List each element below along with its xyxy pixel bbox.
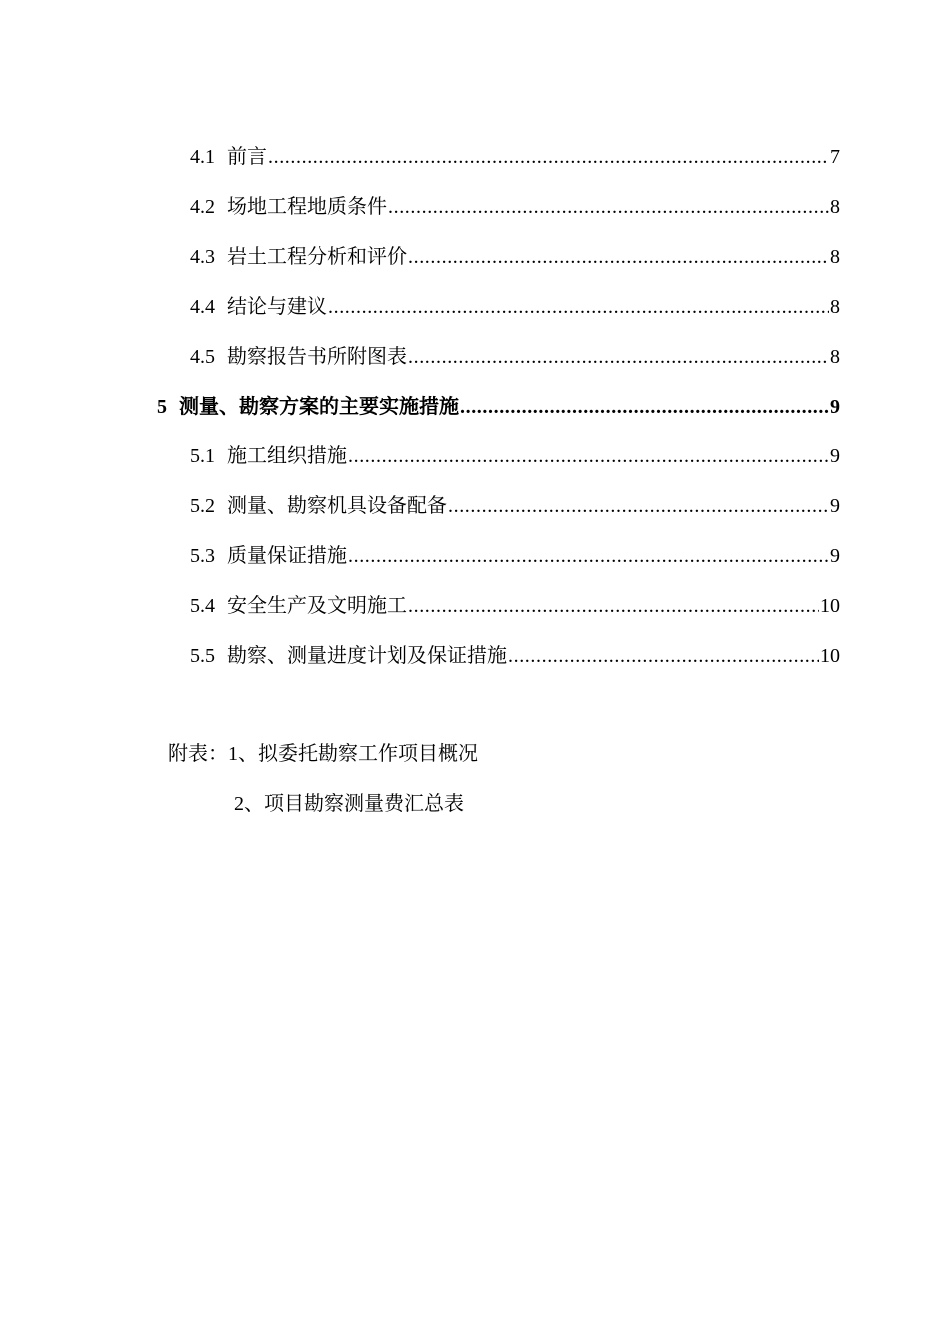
toc-number: 4.4 bbox=[190, 296, 215, 318]
toc-page-number: 9 bbox=[830, 495, 840, 517]
dot-leader bbox=[348, 441, 829, 471]
appendix-line-2 bbox=[234, 789, 464, 819]
dot-leader bbox=[448, 491, 829, 521]
toc-number: 5.4 bbox=[190, 595, 215, 617]
toc-page-number: 9 bbox=[830, 396, 840, 418]
toc-entry-chapter-5[interactable] bbox=[157, 392, 840, 422]
toc-entry-4-2[interactable] bbox=[190, 192, 840, 222]
dot-leader bbox=[388, 192, 829, 222]
toc-entry-5-2[interactable] bbox=[190, 491, 840, 521]
dot-leader bbox=[268, 142, 829, 172]
toc-page-number: 8 bbox=[830, 196, 840, 218]
appendix-label: 附表： bbox=[168, 743, 228, 765]
toc-entry-4-4[interactable] bbox=[190, 292, 840, 322]
toc-title: 岩土工程分析和评价 bbox=[227, 246, 407, 268]
toc-title: 安全生产及文明施工 bbox=[227, 595, 407, 617]
toc-page-number: 8 bbox=[830, 296, 840, 318]
toc-title: 施工组织措施 bbox=[227, 445, 347, 467]
appendix-item-1: 1、拟委托勘察工作项目概况 bbox=[228, 743, 478, 765]
toc-entry-5-3[interactable] bbox=[190, 541, 840, 571]
toc-entry-4-3[interactable] bbox=[190, 242, 840, 272]
toc-title: 前言 bbox=[227, 146, 267, 168]
toc-entry-4-5[interactable] bbox=[190, 342, 840, 372]
toc-entry-5-5[interactable] bbox=[190, 641, 840, 671]
toc-entry-5-4[interactable] bbox=[190, 591, 840, 621]
appendix-item-2: 2、项目勘察测量费汇总表 bbox=[234, 793, 464, 815]
toc-entry-5-1[interactable] bbox=[190, 441, 840, 471]
toc-title: 勘察报告书所附图表 bbox=[227, 346, 407, 368]
toc-number: 5.1 bbox=[190, 445, 215, 467]
toc-title: 测量、勘察方案的主要实施措施 bbox=[179, 396, 459, 418]
toc-page-number: 8 bbox=[830, 246, 840, 268]
toc-number: 4.2 bbox=[190, 196, 215, 218]
dot-leader bbox=[408, 342, 829, 372]
toc-title: 结论与建议 bbox=[227, 296, 327, 318]
appendix-line-1 bbox=[168, 739, 478, 769]
dot-leader bbox=[508, 641, 819, 671]
toc-number: 5 bbox=[157, 396, 167, 418]
toc-number: 5.2 bbox=[190, 495, 215, 517]
toc-page-number: 7 bbox=[830, 146, 840, 168]
toc-title: 勘察、测量进度计划及保证措施 bbox=[227, 645, 507, 667]
dot-leader bbox=[348, 541, 829, 571]
toc-page-number: 9 bbox=[830, 445, 840, 467]
toc-page-number: 8 bbox=[830, 346, 840, 368]
toc-page-number: 10 bbox=[820, 645, 840, 667]
toc-title: 测量、勘察机具设备配备 bbox=[227, 495, 447, 517]
toc-number: 4.5 bbox=[190, 346, 215, 368]
toc-title: 场地工程地质条件 bbox=[227, 196, 387, 218]
dot-leader bbox=[328, 292, 829, 322]
toc-number: 5.3 bbox=[190, 545, 215, 567]
dot-leader bbox=[408, 591, 819, 621]
dot-leader bbox=[408, 242, 829, 272]
toc-entry-4-1[interactable] bbox=[190, 142, 840, 172]
toc-number: 5.5 bbox=[190, 645, 215, 667]
dot-leader bbox=[460, 392, 829, 422]
toc-title: 质量保证措施 bbox=[227, 545, 347, 567]
toc-page-number: 10 bbox=[820, 595, 840, 617]
toc-number: 4.1 bbox=[190, 146, 215, 168]
toc-number: 4.3 bbox=[190, 246, 215, 268]
toc-page-number: 9 bbox=[830, 545, 840, 567]
